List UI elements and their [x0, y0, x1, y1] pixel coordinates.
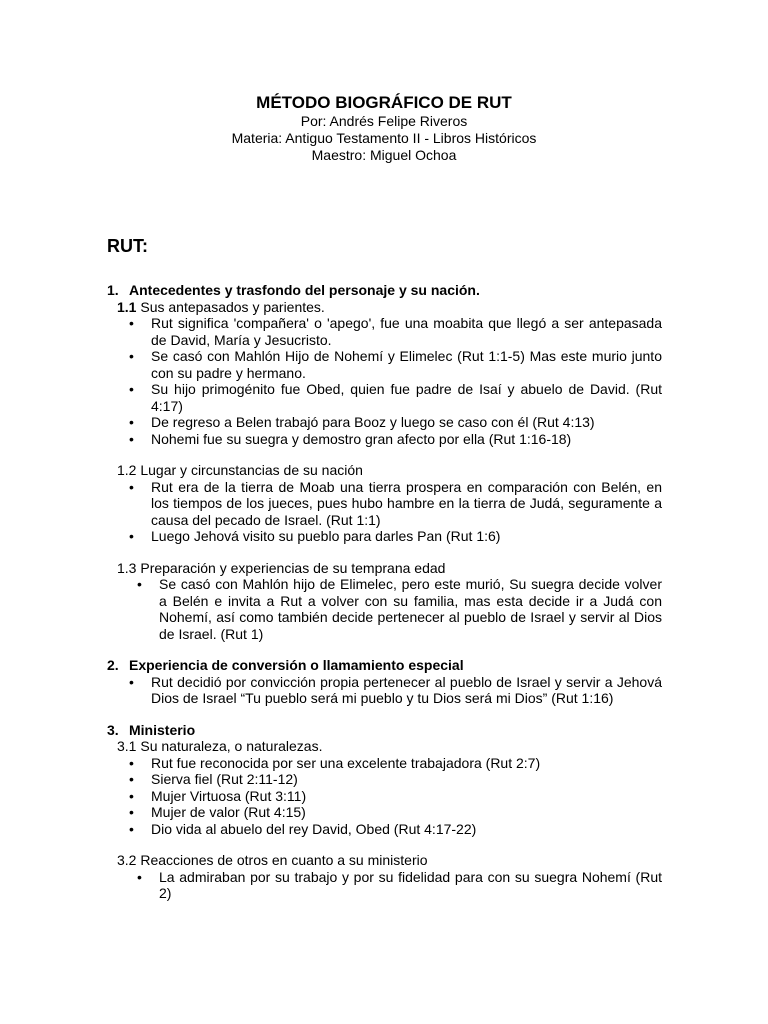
list-item: • Dio vida al abuelo del rey David, Obed (Rut 4:17-22) — [151, 821, 662, 838]
list-item: • De regreso a Belen trabajó para Booz y luego se caso con él (Rut 4:13) — [151, 414, 662, 431]
section-1-title: 1. Antecedentes y trasfondo del personaje y su nación. — [107, 282, 480, 298]
subsection-3-1-list — [107, 755, 662, 838]
subsection-1-3-title: 1.3 Preparación y experiencias de su temprana edad — [117, 559, 446, 576]
list-item: • Su hijo primogénito fue Obed, quien fue padre de Isaí y abuelo de David. (Rut 4:17) — [151, 381, 662, 414]
list-item: • Luego Jehová visito su pueblo para darles Pan (Rut 1:6) — [151, 528, 662, 545]
list-item: • Rut decidió por convicción propia pertenecer al pueblo de Israel y servir a Jehová Dios de Israel “Tu pueblo será mi pueblo y tu Dios será mi Dios” (Rut 1:16) — [151, 674, 662, 707]
subsection-1-2-list — [107, 479, 662, 545]
list-item: • Rut era de la tierra de Moab una tierra prospera en comparación con Belén, en los tiempos de los jueces, pues hubo hambre en la tierra de Judá, seguramente a causa del pecado de Israel. (Rut 1:1) — [151, 479, 662, 529]
subsection-1-3-list — [107, 576, 662, 642]
list-item: • Sierva fiel (Rut 2:11-12) — [151, 771, 662, 788]
section-2-list — [107, 674, 662, 707]
author-line: Por: Andrés Felipe Riveros — [300, 113, 468, 129]
list-item: • Se casó con Mahlón Hijo de Nohemí y Elimelec (Rut 1:1-5) Mas este murio junto con su padre y hermano. — [151, 348, 662, 381]
list-item: • Nohemi fue su suegra y demostro gran afecto por ella (Rut 1:16-18) — [151, 431, 662, 448]
list-item: • Rut significa 'compañera' o 'apego', fue una moabita que llegó a ser antepasada de David, María y Jesucristo. — [151, 315, 662, 348]
section-3-title: 3. Ministerio — [107, 721, 196, 738]
document-header — [0, 93, 768, 164]
subsection-3-2-list — [107, 869, 662, 902]
subject-line: Materia: Antiguo Testamento II - Libros Históricos — [231, 130, 537, 146]
list-item: • Se casó con Mahlón hijo de Elimelec, pero este murió, Su suegra decide volver a Belén e invita a Rut a volver con su familia, mas esta decide ir a Judá con Nohemí, así como también decide pertenecer al pueblo de Israel y servir al Dios de Israel. (Rut 1) — [159, 576, 662, 642]
subsection-1-1-list — [107, 315, 662, 447]
list-item: • Rut fue reconocida por ser una excelente trabajadora (Rut 2:7) — [151, 755, 662, 772]
list-item: • La admiraban por su trabajo y por su fidelidad para con su suegra Nohemí (Rut 2) — [159, 869, 662, 902]
list-item: • Mujer Virtuosa (Rut 3:11) — [151, 788, 662, 805]
subsection-3-2-title: 3.2 Reacciones de otros en cuanto a su ministerio — [117, 852, 428, 868]
subsection-3-1-title: 3.1 Su naturaleza, o naturalezas. — [117, 738, 323, 754]
subsection-1-1-title: 1.1 Sus antepasados y parientes. — [117, 298, 325, 315]
main-heading: RUT: — [107, 236, 148, 256]
document-title: MÉTODO BIOGRÁFICO DE RUT — [256, 93, 512, 112]
subsection-1-2-title: 1.2 Lugar y circunstancias de su nación — [117, 462, 363, 478]
section-2-title: 2. Experiencia de conversión o llamamiento especial — [107, 657, 464, 673]
document-body — [107, 282, 662, 902]
list-item: • Mujer de valor (Rut 4:15) — [151, 804, 662, 821]
teacher-line: Maestro: Miguel Ochoa — [311, 147, 457, 163]
